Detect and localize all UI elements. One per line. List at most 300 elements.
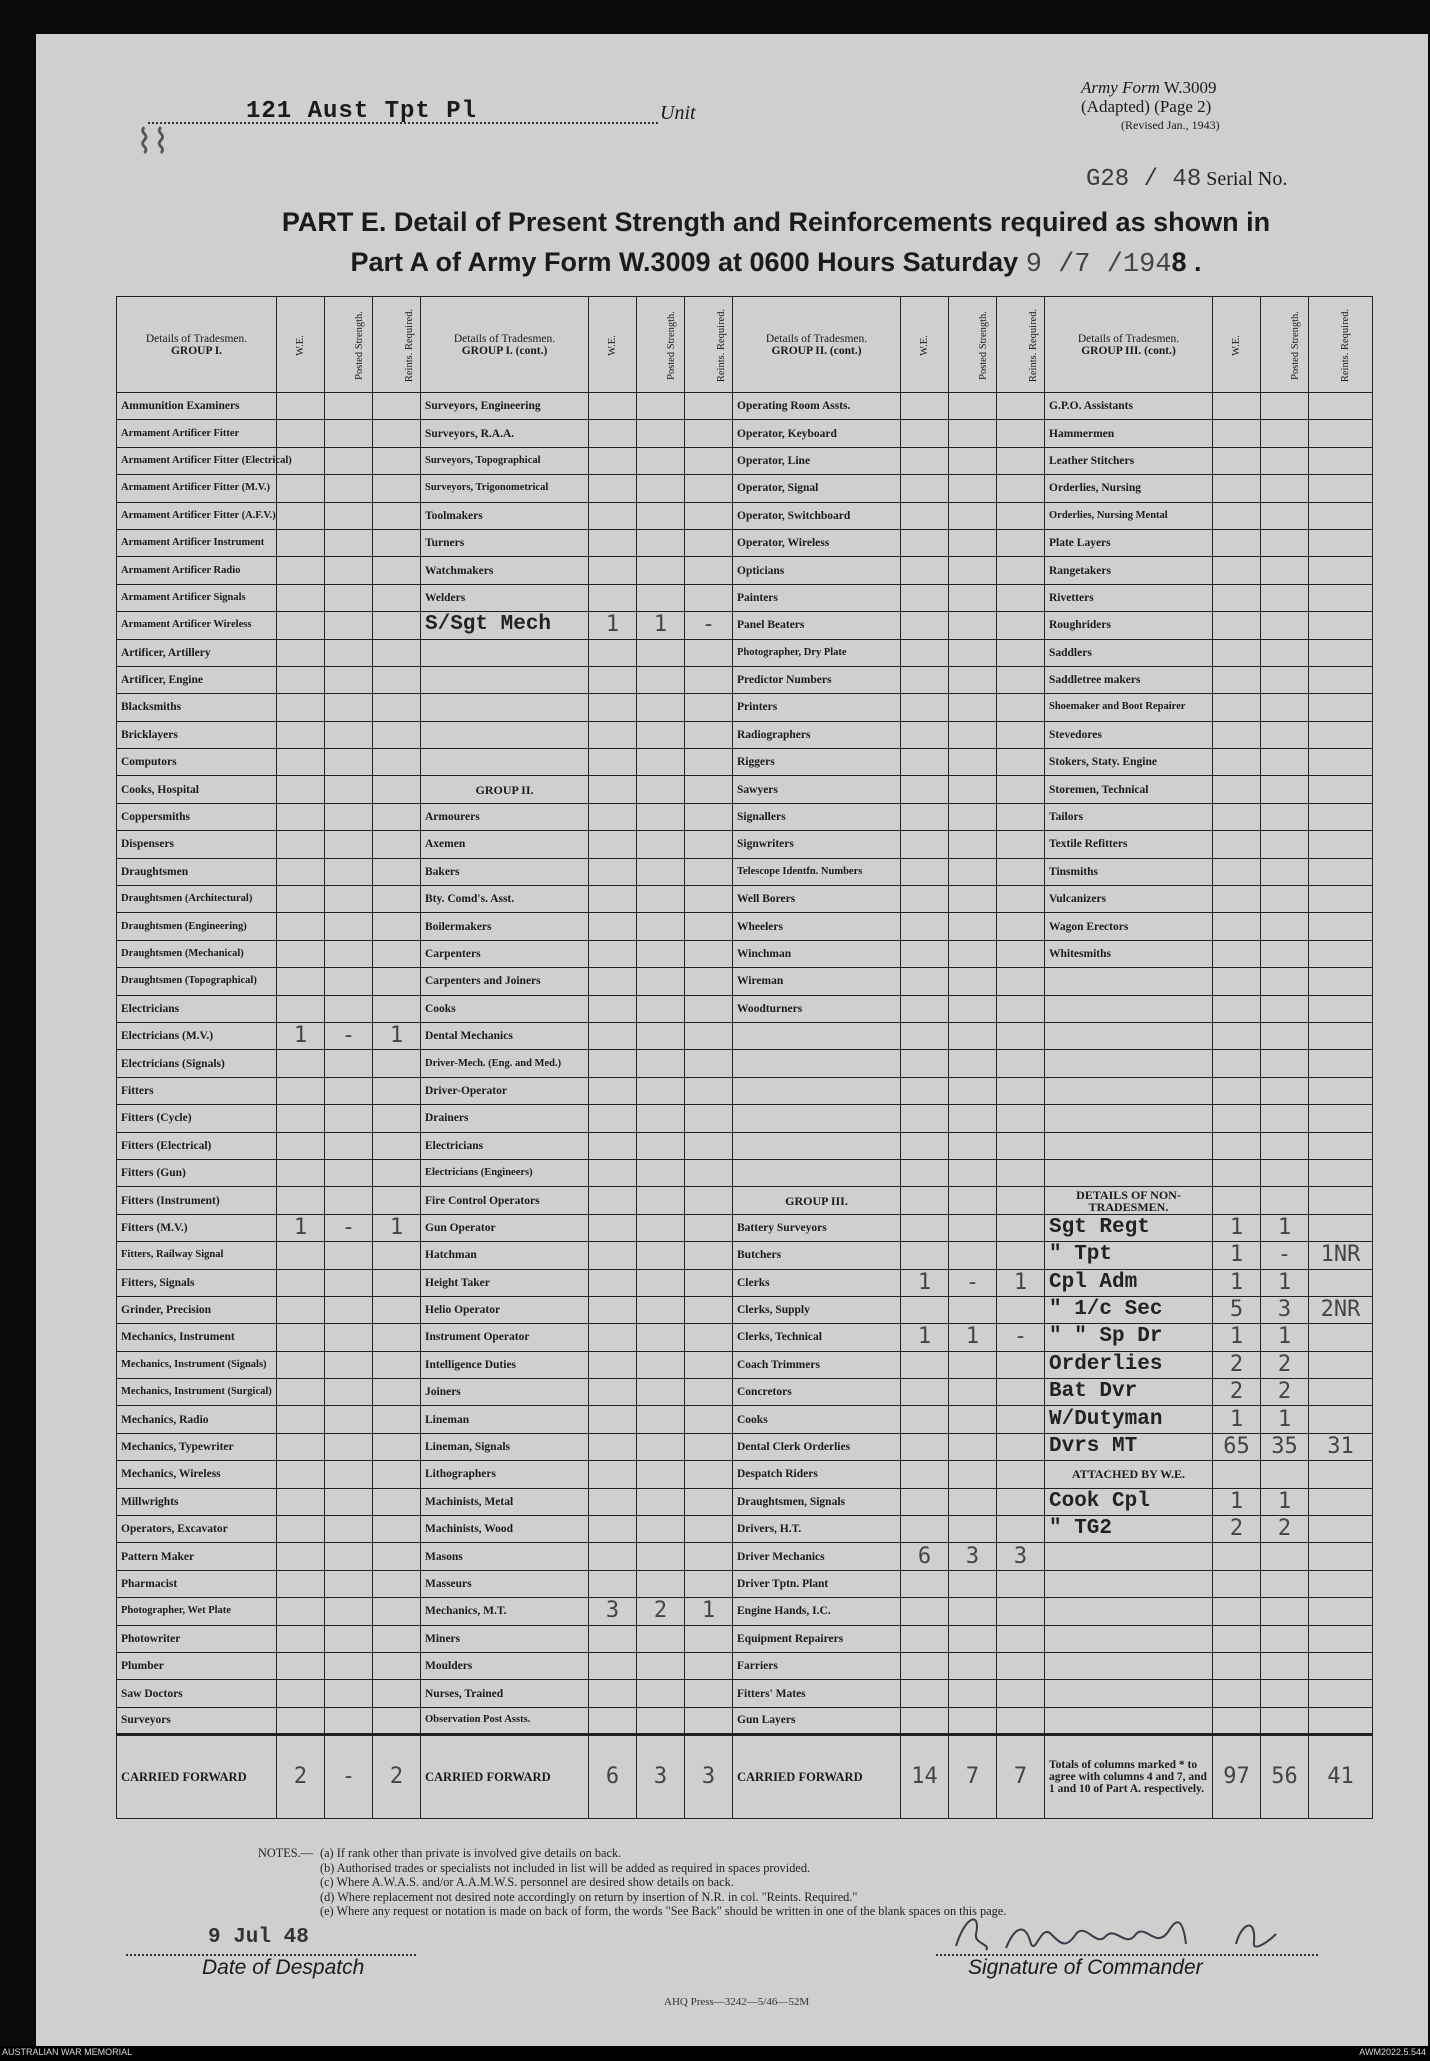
- trade-name-cell: Ammunition Examiners: [117, 393, 277, 420]
- reints-cell: [373, 502, 421, 529]
- trade-name-cell: Armament Artificer Instrument: [117, 529, 277, 556]
- reints-cell: [1309, 1324, 1373, 1351]
- posted-cell: [325, 1379, 373, 1406]
- posted-cell: [949, 1625, 997, 1652]
- signature-label: Signature of Commander: [968, 1956, 1203, 1979]
- reints-cell: [1309, 749, 1373, 776]
- table-row: [117, 1707, 1373, 1734]
- reints-cell: [997, 502, 1045, 529]
- reints-cell: [685, 1707, 733, 1734]
- reints-cell: [373, 1488, 421, 1515]
- we-cell: [277, 502, 325, 529]
- reints-cell: [997, 776, 1045, 803]
- we-cell: [277, 776, 325, 803]
- reints-cell: [373, 1269, 421, 1296]
- we-cell: [1213, 529, 1261, 556]
- we-cell: [1213, 886, 1261, 913]
- trade-name-cell: Painters: [733, 584, 901, 611]
- posted-cell: [949, 502, 997, 529]
- we-cell: 65: [1213, 1433, 1261, 1460]
- trade-name-cell: Cooks: [421, 995, 589, 1022]
- posted-cell: [1261, 886, 1309, 913]
- table-row: [117, 886, 1373, 913]
- posted-cell: 2: [1261, 1516, 1309, 1543]
- trade-name-cell: Fitters (Instrument): [117, 1187, 277, 1214]
- we-cell: 1: [1213, 1242, 1261, 1269]
- we-cell: [589, 1652, 637, 1679]
- we-cell: [589, 1132, 637, 1159]
- reints-cell: [997, 886, 1045, 913]
- posted-cell: [949, 1406, 997, 1433]
- trade-name-cell: Mechanics, Typewriter: [117, 1433, 277, 1460]
- reints-cell: [997, 1680, 1045, 1707]
- trade-name-cell: Fitters (M.V.): [117, 1214, 277, 1241]
- we-cell: [901, 886, 949, 913]
- reints-cell: [373, 1406, 421, 1433]
- posted-cell: [325, 1296, 373, 1323]
- col-header-we: W.E.: [277, 297, 325, 393]
- posted-cell: [1261, 995, 1309, 1022]
- we-cell: [901, 1652, 949, 1679]
- posted-cell: [637, 749, 685, 776]
- trade-name-cell: Moulders: [421, 1652, 589, 1679]
- reints-cell: [1309, 420, 1373, 447]
- we-cell: 2: [1213, 1516, 1261, 1543]
- reints-cell: [373, 557, 421, 584]
- trade-name-cell: Fitters (Electrical): [117, 1132, 277, 1159]
- trade-name-cell: Winchman: [733, 940, 901, 967]
- reints-cell: [1309, 1022, 1373, 1049]
- reints-cell: [685, 1406, 733, 1433]
- reints-cell: -: [685, 612, 733, 639]
- we-cell: [277, 1488, 325, 1515]
- posted-cell: [1261, 1707, 1309, 1734]
- reints-cell: [373, 1159, 421, 1186]
- we-cell: [901, 1077, 949, 1104]
- reints-cell: [997, 1379, 1045, 1406]
- posted-cell: [637, 639, 685, 666]
- col-header-reints: Reints. Required.: [685, 297, 733, 393]
- trade-name-cell: Gun Layers: [733, 1707, 901, 1734]
- table-row: [117, 1461, 1373, 1488]
- posted-cell: [1261, 1077, 1309, 1104]
- posted-cell: [949, 447, 997, 474]
- reints-cell: [997, 1077, 1045, 1104]
- reints-cell: [373, 420, 421, 447]
- trade-name-cell: Carpenters and Joiners: [421, 968, 589, 995]
- we-cell: [901, 1379, 949, 1406]
- form-line3: (Revised Jan., 1943): [1121, 118, 1220, 132]
- reints-cell: [1309, 776, 1373, 803]
- reints-cell: [685, 1269, 733, 1296]
- posted-cell: [325, 475, 373, 502]
- reints-cell: [373, 612, 421, 639]
- reints-cell: [685, 1242, 733, 1269]
- reints-cell: [373, 639, 421, 666]
- trade-name-cell: Armament Artificer Fitter (Electrical): [117, 447, 277, 474]
- we-cell: [277, 1516, 325, 1543]
- reints-cell: [1309, 886, 1373, 913]
- we-cell: [901, 420, 949, 447]
- we-cell: [277, 1324, 325, 1351]
- table-row: [117, 694, 1373, 721]
- posted-cell: [637, 1105, 685, 1132]
- trade-name-cell: Surveyors, Engineering: [421, 393, 589, 420]
- we-cell: 1: [589, 612, 637, 639]
- form-sheet: [36, 34, 1428, 2046]
- table-row: [117, 557, 1373, 584]
- notes-heading: NOTES.—: [258, 1846, 313, 1860]
- trade-name-cell: Pharmacist: [117, 1570, 277, 1597]
- we-cell: [589, 1324, 637, 1351]
- serial-value: G28 / 48: [1086, 166, 1202, 193]
- reints-cell: [373, 803, 421, 830]
- reints-cell: [1309, 584, 1373, 611]
- col-header-posted: Posted Strength.: [637, 297, 685, 393]
- we-cell: [277, 1625, 325, 1652]
- trade-name-cell: Storemen, Technical: [1045, 776, 1213, 803]
- reints-cell: [373, 1543, 421, 1570]
- reints-cell: [1309, 1379, 1373, 1406]
- reints-cell: [1309, 831, 1373, 858]
- table-row: [117, 1598, 1373, 1625]
- posted-cell: [949, 1242, 997, 1269]
- we-cell: [589, 420, 637, 447]
- posted-cell: [325, 1707, 373, 1734]
- we-cell: [901, 1351, 949, 1378]
- we-cell: [277, 1598, 325, 1625]
- we-cell: [277, 940, 325, 967]
- reints-cell: [997, 639, 1045, 666]
- reints-cell: 31: [1309, 1433, 1373, 1460]
- pencil-mark: ⌇⌇: [136, 122, 170, 162]
- posted-cell: [637, 666, 685, 693]
- we-cell: [277, 529, 325, 556]
- reints-cell: [373, 749, 421, 776]
- we-cell: [901, 1461, 949, 1488]
- posted-cell: [637, 1077, 685, 1104]
- we-cell: [277, 612, 325, 639]
- table-row: [117, 831, 1373, 858]
- form-number: W.3009: [1163, 78, 1217, 97]
- we-cell: [1213, 502, 1261, 529]
- we-cell: [901, 1406, 949, 1433]
- we-cell: [589, 393, 637, 420]
- trade-name-cell: Millwrights: [117, 1488, 277, 1515]
- reints-cell: [373, 913, 421, 940]
- posted-cell: [949, 1598, 997, 1625]
- trade-name-cell: Concretors: [733, 1379, 901, 1406]
- posted-cell: [949, 776, 997, 803]
- posted-cell: [637, 1461, 685, 1488]
- reints-cell: [1309, 1406, 1373, 1433]
- posted-cell: [1261, 1570, 1309, 1597]
- we-cell: [901, 1707, 949, 1734]
- posted-cell: [637, 694, 685, 721]
- we-cell: [1213, 940, 1261, 967]
- reints-cell: [1309, 1050, 1373, 1077]
- cf-g3-we: 14: [901, 1735, 949, 1819]
- reints-cell: [997, 1406, 1045, 1433]
- posted-cell: [1261, 968, 1309, 995]
- trade-name-cell: Fitters: [117, 1077, 277, 1104]
- we-cell: [901, 1022, 949, 1049]
- we-cell: 1: [901, 1269, 949, 1296]
- reints-cell: [685, 420, 733, 447]
- trade-name-cell: Draughtsmen (Architectural): [117, 886, 277, 913]
- trade-name-cell: Machinists, Wood: [421, 1516, 589, 1543]
- reints-cell: [997, 749, 1045, 776]
- trade-name-cell: Driver Mechanics: [733, 1543, 901, 1570]
- reints-cell: [1309, 1598, 1373, 1625]
- we-cell: [589, 1625, 637, 1652]
- note-c: (c) Where A.W.A.S. and/or A.A.M.W.S. personnel are desired show details on back.: [320, 1875, 734, 1889]
- we-cell: [589, 1680, 637, 1707]
- table-row: [117, 612, 1373, 639]
- posted-cell: [325, 803, 373, 830]
- reints-cell: [1309, 1543, 1373, 1570]
- we-cell: [901, 913, 949, 940]
- we-cell: [901, 1105, 949, 1132]
- trade-name-cell: [1045, 1680, 1213, 1707]
- reints-cell: [1309, 694, 1373, 721]
- trade-name-cell: Plumber: [117, 1652, 277, 1679]
- col-header-we: W.E.: [901, 297, 949, 393]
- posted-cell: [637, 502, 685, 529]
- trade-name-cell: Coppersmiths: [117, 803, 277, 830]
- trade-name-cell: [1045, 1598, 1213, 1625]
- we-cell: [589, 721, 637, 748]
- reints-cell: [997, 1461, 1045, 1488]
- posted-cell: [325, 1324, 373, 1351]
- reints-cell: [685, 1324, 733, 1351]
- reints-cell: [1309, 1351, 1373, 1378]
- we-cell: [901, 940, 949, 967]
- table-row: [117, 1488, 1373, 1515]
- reints-cell: [373, 1050, 421, 1077]
- trade-name-cell: Fitters, Signals: [117, 1269, 277, 1296]
- trade-name-cell: Mechanics, Instrument (Surgical): [117, 1379, 277, 1406]
- reints-cell: [685, 393, 733, 420]
- trade-name-cell: Plate Layers: [1045, 529, 1213, 556]
- we-cell: [277, 1543, 325, 1570]
- reints-cell: [373, 1187, 421, 1214]
- reints-cell: [997, 475, 1045, 502]
- we-cell: [589, 694, 637, 721]
- reints-cell: [685, 666, 733, 693]
- we-cell: 1: [1213, 1406, 1261, 1433]
- trade-name-cell: Sawyers: [733, 776, 901, 803]
- trade-name-cell: Toolmakers: [421, 502, 589, 529]
- posted-cell: 2: [637, 1598, 685, 1625]
- posted-cell: [325, 584, 373, 611]
- posted-cell: [949, 995, 997, 1022]
- serial-label: Serial No.: [1206, 168, 1288, 190]
- reints-cell: [685, 1516, 733, 1543]
- reints-cell: [373, 393, 421, 420]
- reints-cell: [373, 968, 421, 995]
- we-cell: [277, 1570, 325, 1597]
- posted-cell: 1: [1261, 1488, 1309, 1515]
- posted-cell: [949, 1570, 997, 1597]
- reints-cell: [685, 776, 733, 803]
- title-date: 9 /7 /194: [1025, 250, 1172, 280]
- unit-line: [148, 96, 696, 125]
- cf-g3-posted: 7: [949, 1735, 997, 1819]
- we-cell: [1213, 1132, 1261, 1159]
- reints-cell: 1: [997, 1269, 1045, 1296]
- trade-name-cell: Masseurs: [421, 1570, 589, 1597]
- we-cell: [277, 1077, 325, 1104]
- reints-cell: [997, 1050, 1045, 1077]
- we-cell: [901, 1680, 949, 1707]
- reints-cell: [997, 1433, 1045, 1460]
- title-line1: PART E. Detail of Present Strength and Reinforcements required as shown in: [281, 207, 1271, 237]
- trade-name-cell: [733, 1105, 901, 1132]
- reints-cell: [997, 1351, 1045, 1378]
- posted-cell: [325, 1433, 373, 1460]
- posted-cell: [637, 831, 685, 858]
- table-row: [117, 1077, 1373, 1104]
- we-cell: [901, 475, 949, 502]
- we-cell: 3: [589, 1598, 637, 1625]
- we-cell: [589, 1022, 637, 1049]
- trade-name-cell: Drivers, H.T.: [733, 1516, 901, 1543]
- trade-name-cell: Draughtsmen, Signals: [733, 1488, 901, 1515]
- posted-cell: [949, 420, 997, 447]
- trade-name-cell: Bricklayers: [117, 721, 277, 748]
- we-cell: [1213, 1598, 1261, 1625]
- trade-name-cell: [1045, 1570, 1213, 1597]
- trade-name-cell: Lineman, Signals: [421, 1433, 589, 1460]
- trade-name-cell: Printers: [733, 694, 901, 721]
- reints-cell: [1309, 858, 1373, 885]
- form-line1: Army Form: [1081, 78, 1160, 97]
- unit-label: Unit: [660, 102, 696, 124]
- trade-name-cell: Electricians: [421, 1132, 589, 1159]
- trade-name-cell: Artificer, Engine: [117, 666, 277, 693]
- we-cell: [277, 694, 325, 721]
- we-cell: [1213, 612, 1261, 639]
- we-cell: 1: [901, 1324, 949, 1351]
- reints-cell: 2NR: [1309, 1296, 1373, 1323]
- we-cell: [901, 1516, 949, 1543]
- trade-name-cell: [1045, 1050, 1213, 1077]
- trade-name-cell: Battery Surveyors: [733, 1214, 901, 1241]
- reints-cell: [997, 584, 1045, 611]
- col-header-group2-cont: Details of Tradesmen. GROUP II. (cont.): [733, 297, 901, 393]
- we-cell: [1213, 694, 1261, 721]
- we-cell: [589, 776, 637, 803]
- posted-cell: [637, 1214, 685, 1241]
- posted-cell: [325, 721, 373, 748]
- trade-name-cell: [1045, 1132, 1213, 1159]
- reints-cell: [373, 1296, 421, 1323]
- trade-name-cell: Saddletree makers: [1045, 666, 1213, 693]
- trade-name-cell: Photographer, Wet Plate: [117, 1598, 277, 1625]
- trade-name-cell: Well Borers: [733, 886, 901, 913]
- table-row: [117, 475, 1373, 502]
- trade-name-cell: Wagon Erectors: [1045, 913, 1213, 940]
- we-cell: [277, 995, 325, 1022]
- we-cell: [901, 995, 949, 1022]
- we-cell: [1213, 1625, 1261, 1652]
- serial-number: [1086, 166, 1287, 193]
- table-row: [117, 1351, 1373, 1378]
- posted-cell: [637, 1132, 685, 1159]
- we-cell: [1213, 393, 1261, 420]
- we-cell: [1213, 1543, 1261, 1570]
- reints-cell: [685, 721, 733, 748]
- posted-cell: [325, 858, 373, 885]
- reints-cell: [373, 940, 421, 967]
- we-cell: [589, 502, 637, 529]
- col-header-reints: Reints. Required.: [997, 297, 1045, 393]
- we-cell: [589, 831, 637, 858]
- we-cell: [589, 913, 637, 940]
- reints-cell: [1309, 1214, 1373, 1241]
- trade-name-cell: Photographer, Dry Plate: [733, 639, 901, 666]
- we-cell: [589, 1269, 637, 1296]
- we-cell: [277, 1461, 325, 1488]
- reints-cell: [685, 639, 733, 666]
- reints-cell: [1309, 502, 1373, 529]
- reints-cell: [997, 1132, 1045, 1159]
- we-cell: [589, 475, 637, 502]
- reints-cell: [1309, 666, 1373, 693]
- we-cell: [589, 1242, 637, 1269]
- posted-cell: -: [1261, 1242, 1309, 1269]
- we-cell: [901, 1242, 949, 1269]
- we-cell: [589, 1077, 637, 1104]
- note-e: (e) Where any request or notation is made on back of form, the words "See Back" should be written in one of the blank spaces on this page.: [320, 1904, 1007, 1918]
- we-cell: [901, 968, 949, 995]
- reints-cell: [373, 1105, 421, 1132]
- reints-cell: [997, 995, 1045, 1022]
- posted-cell: [949, 1159, 997, 1186]
- we-cell: [1213, 447, 1261, 474]
- reints-cell: [373, 1598, 421, 1625]
- trade-name-cell: " 1/c Sec: [1045, 1296, 1213, 1323]
- we-cell: [589, 1379, 637, 1406]
- trade-name-cell: Engine Hands, I.C.: [733, 1598, 901, 1625]
- we-cell: [589, 1050, 637, 1077]
- we-cell: [1213, 1050, 1261, 1077]
- trade-name-cell: Draughtsmen (Engineering): [117, 913, 277, 940]
- posted-cell: [637, 1050, 685, 1077]
- table-body: [117, 393, 1373, 1735]
- posted-cell: [325, 420, 373, 447]
- trade-name-cell: Nurses, Trained: [421, 1680, 589, 1707]
- trade-name-cell: Operator, Wireless: [733, 529, 901, 556]
- trade-name-cell: Predictor Numbers: [733, 666, 901, 693]
- posted-cell: [1261, 831, 1309, 858]
- posted-cell: [1261, 1105, 1309, 1132]
- posted-cell: [1261, 1187, 1309, 1214]
- reints-cell: [685, 831, 733, 858]
- reints-cell: [1309, 1652, 1373, 1679]
- we-cell: [589, 529, 637, 556]
- we-cell: [1213, 639, 1261, 666]
- trade-name-cell: Cpl Adm: [1045, 1269, 1213, 1296]
- reints-cell: [1309, 447, 1373, 474]
- reints-cell: [685, 1570, 733, 1597]
- trade-name-cell: Saw Doctors: [117, 1680, 277, 1707]
- posted-cell: [325, 393, 373, 420]
- posted-cell: [1261, 694, 1309, 721]
- reints-cell: [685, 1132, 733, 1159]
- we-cell: 1: [1213, 1488, 1261, 1515]
